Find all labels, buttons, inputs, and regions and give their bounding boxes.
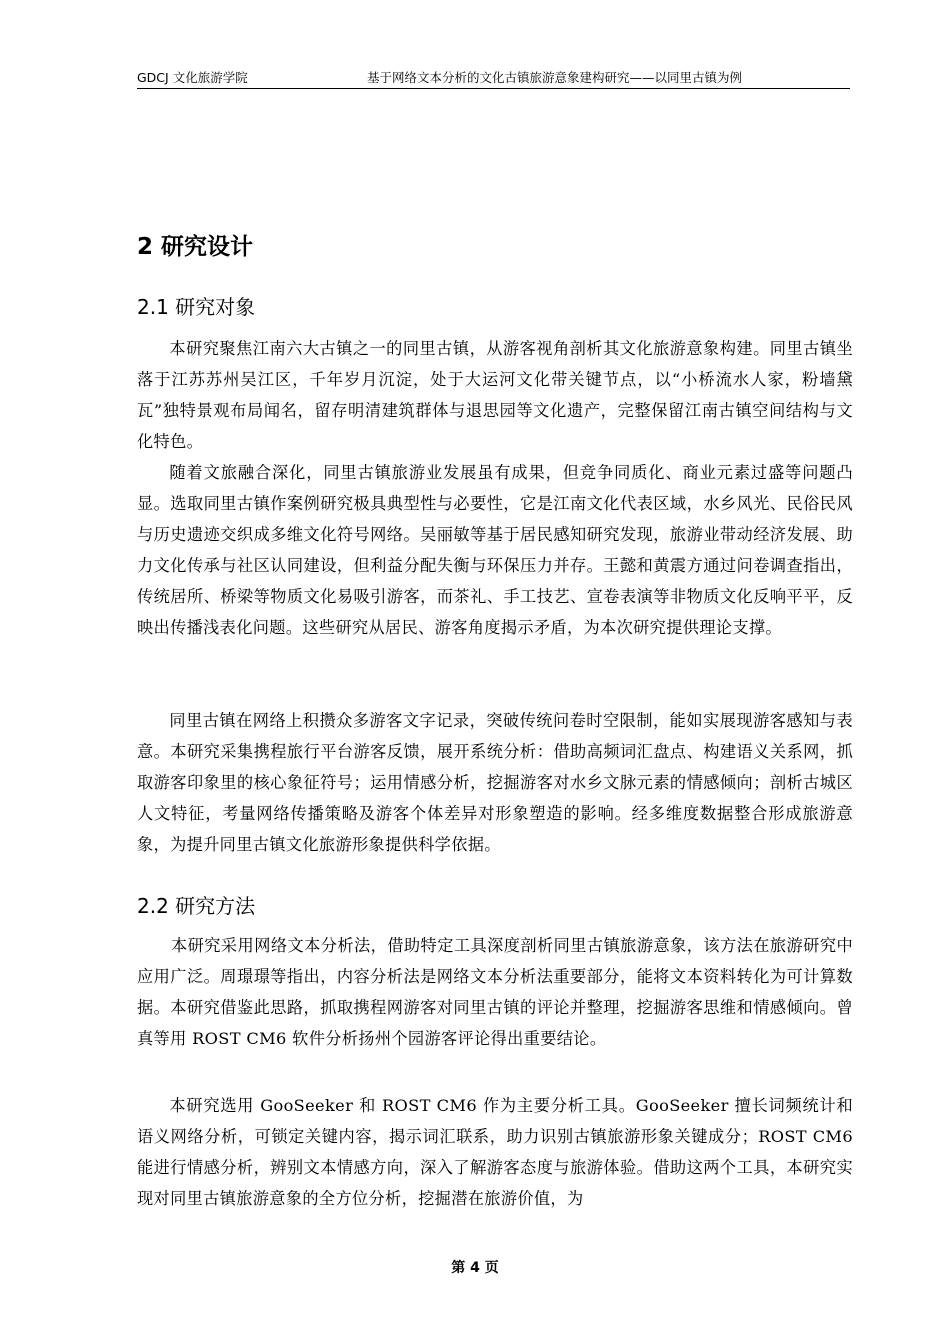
chapter-title: 2 研究设计 <box>137 234 254 260</box>
header-institution: GDCJ 文化旅游学院 <box>137 70 248 85</box>
paragraph: 本研究聚焦江南六大古镇之一的同里古镇，从游客视角剖析其文化旅游意象构建。同里古镇坐落于江苏苏州吴江区，千年岁月沉淀，处于大运河文化带关键节点，以“小桥流水人家，粉墙黛瓦”独特景观布局闻名，留存明清建筑群体与退思园等文化遗产，完整保留江南古镇空间结构与文化特色。 <box>137 339 853 451</box>
page-header <box>137 68 850 89</box>
header-paper-title: 基于网络文本分析的文化古镇旅游意象建构研究——以同里古镇为例 <box>367 70 743 85</box>
paragraph: 本研究选用 GooSeeker 和 ROST CM6 作为主要分析工具。GooSeeker 擅长词频统计和语义网络分析，可锁定关键内容，揭示词汇联系，助力识别古镇旅游形象关键成分；ROST CM6 能进行情感分析，辨别文本情感方向，深入了解游客态度与旅游体验。借助这两个工具，本研究实现对同里古镇旅游意象的全方位分析，挖掘潜在旅游价值，为 <box>137 1096 853 1208</box>
paragraph: 随着文旅融合深化，同里古镇旅游业发展虽有成果，但竞争同质化、商业元素过盛等问题凸显。选取同里古镇作案例研究极具典型性与必要性，它是江南文化代表区域，水乡风光、民俗民风与历史遗迹交织成多维文化符号网络。吴丽敏等基于居民感知研究发现，旅游业带动经济发展、助力文化传承与社区认同建设，但利益分配失衡与环保压力并存。王懿和黄震方通过问卷调查指出，传统居所、桥梁等物质文化易吸引游客，而茶礼、手工技艺、宣卷表演等非物质文化反响平平，反映出传播浅表化问题。这些研究从居民、游客角度揭示矛盾，为本次研究提供理论支撑。 <box>137 463 853 637</box>
section-title-2-2: 2.2 研究方法 <box>137 894 256 918</box>
paragraph: 本研究采用网络文本分析法，借助特定工具深度剖析同里古镇旅游意象，该方法在旅游研究中应用广泛。周璟璟等指出，内容分析法是网络文本分析法重要部分，能将文本资料转化为可计算数据。本研究借鉴此思路，抓取携程网游客对同里古镇的评论并整理，挖掘游客思维和情感倾向。曾真等用 ROST CM6 软件分析扬州个园游客评论得出重要结论。 <box>137 936 853 1048</box>
section-title-2-1: 2.1 研究对象 <box>137 295 256 319</box>
paragraph: 同里古镇在网络上积攒众多游客文字记录，突破传统问卷时空限制，能如实展现游客感知与表意。本研究采集携程旅行平台游客反馈，展开系统分析：借助高频词汇盘点、构建语义关系网，抓取游客印象里的核心象征符号；运用情感分析，挖掘游客对水乡文脉元素的情感倾向；剖析古城区人文特征，考量网络传播策略及游客个体差异对形象塑造的影响。经多维度数据整合形成旅游意象，为提升同里古镇文化旅游形象提供科学依据。 <box>137 711 853 854</box>
page-number: 第 4 页 <box>451 1260 499 1276</box>
